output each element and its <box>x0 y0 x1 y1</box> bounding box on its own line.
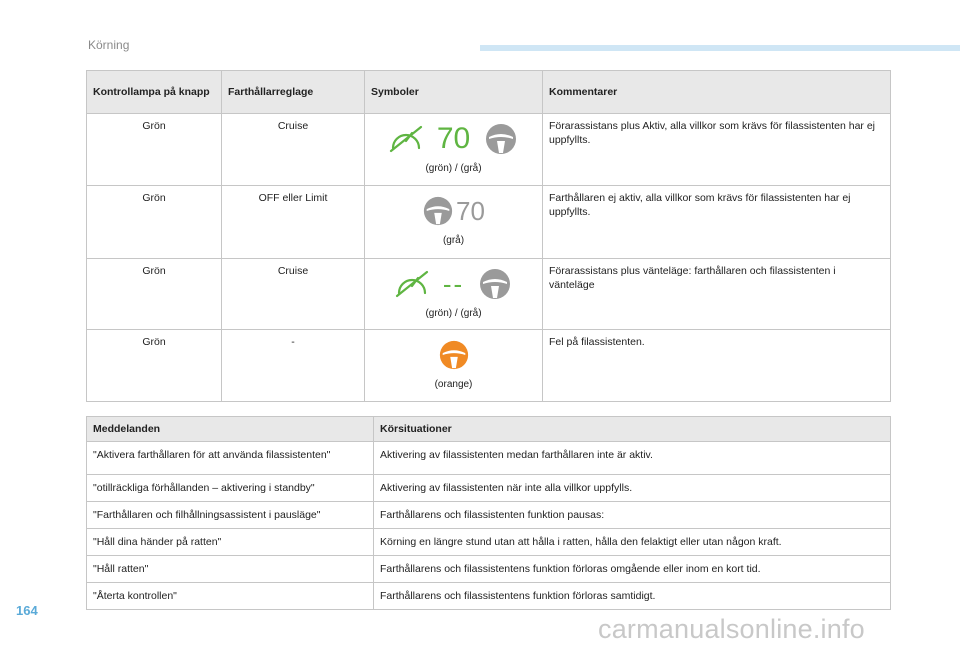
column-header: Meddelanden <box>87 417 374 442</box>
table-header-row <box>87 71 891 114</box>
column-header: Körsituationer <box>374 417 891 442</box>
symbol-cell <box>365 186 543 259</box>
symbol-cell <box>365 259 543 330</box>
table-row <box>87 259 891 330</box>
section-header-bar <box>480 45 960 51</box>
lamp-cell: Grön <box>87 259 222 330</box>
lamp-cell: Grön <box>87 114 222 186</box>
control-cell: Cruise <box>222 114 365 186</box>
comment-cell: Förarassistans plus Aktiv, alla villkor som krävs för filassistenten har ej uppfyllts. <box>543 114 891 186</box>
message-cell: "Återta kontrollen" <box>87 583 374 610</box>
situation-cell: Farthållarens och filassistentens funktion förloras samtidigt. <box>374 583 891 610</box>
message-cell: "otillräckliga förhållanden – aktivering i standby" <box>87 475 374 502</box>
column-header: Farthållarreglage <box>222 71 365 114</box>
speed-value: 70 <box>456 196 485 226</box>
situation-cell: Körning en längre stund utan att hålla i ratten, hålla den felaktigt eller utan någon kraft. <box>374 529 891 556</box>
column-header: Kontrollampa på knapp <box>87 71 222 114</box>
message-cell: "Farthållaren och filhållningsassistent i pausläge" <box>87 502 374 529</box>
column-header: Symboler <box>365 71 543 114</box>
situation-cell: Farthållarens och filassistenten funktion pausas: <box>374 502 891 529</box>
comment-cell: Fel på filassistenten. <box>543 330 891 402</box>
symbol-cell <box>365 330 543 402</box>
table-header-row <box>87 417 891 442</box>
column-header: Kommentarer <box>543 71 891 114</box>
table-row <box>87 114 891 186</box>
situation-cell: Aktivering av filassistenten när inte alla villkor uppfylls. <box>374 475 891 502</box>
table-row <box>87 186 891 259</box>
steering-wheel-icon <box>478 267 512 301</box>
table-row <box>87 502 891 529</box>
situation-cell: Aktivering av filassistenten medan farthållaren inte är aktiv. <box>374 442 891 475</box>
footer-watermark[interactable]: carmanualsonline.info <box>598 614 865 644</box>
symbol-cell <box>365 114 543 186</box>
lamp-cell: Grön <box>87 186 222 259</box>
steering-wheel-icon <box>438 339 470 371</box>
cruise-control-icon <box>395 269 429 299</box>
comment-cell: Förarassistans plus vänteläge: farthållaren och filassistenten i vänteläge <box>543 259 891 330</box>
message-cell: "Håll ratten" <box>87 556 374 583</box>
control-cell: - <box>222 330 365 402</box>
steering-wheel-icon <box>422 195 454 227</box>
indicator-table <box>86 70 891 402</box>
table-row <box>87 529 891 556</box>
cruise-control-icon <box>389 124 423 154</box>
control-cell: Cruise <box>222 259 365 330</box>
section-title: Körning <box>88 38 130 52</box>
symbol-caption: (grå) <box>442 235 465 246</box>
symbol-caption: (grön) / (grå) <box>425 163 482 174</box>
page-number: 164 <box>16 603 38 618</box>
table-row <box>87 583 891 610</box>
messages-table <box>86 416 891 610</box>
symbol-caption: (orange) <box>434 379 473 390</box>
table-row <box>87 330 891 402</box>
situation-cell: Farthållarens och filassistentens funktion förloras omgående eller inom en kort tid. <box>374 556 891 583</box>
comment-cell: Farthållaren ej aktiv, alla villkor som krävs för filassistenten har ej uppfyllts. <box>543 186 891 259</box>
table-row <box>87 475 891 502</box>
table-row <box>87 556 891 583</box>
control-cell: OFF eller Limit <box>222 186 365 259</box>
speed-value: 70 <box>436 122 471 155</box>
symbol-caption: (grön) / (grå) <box>425 308 482 319</box>
steering-wheel-icon <box>484 122 518 156</box>
message-cell: "Aktivera farthållaren för att använda filassistenten" <box>87 442 374 475</box>
speed-placeholder: -- <box>442 269 465 299</box>
table-row <box>87 442 891 475</box>
lamp-cell: Grön <box>87 330 222 402</box>
message-cell: "Håll dina händer på ratten" <box>87 529 374 556</box>
